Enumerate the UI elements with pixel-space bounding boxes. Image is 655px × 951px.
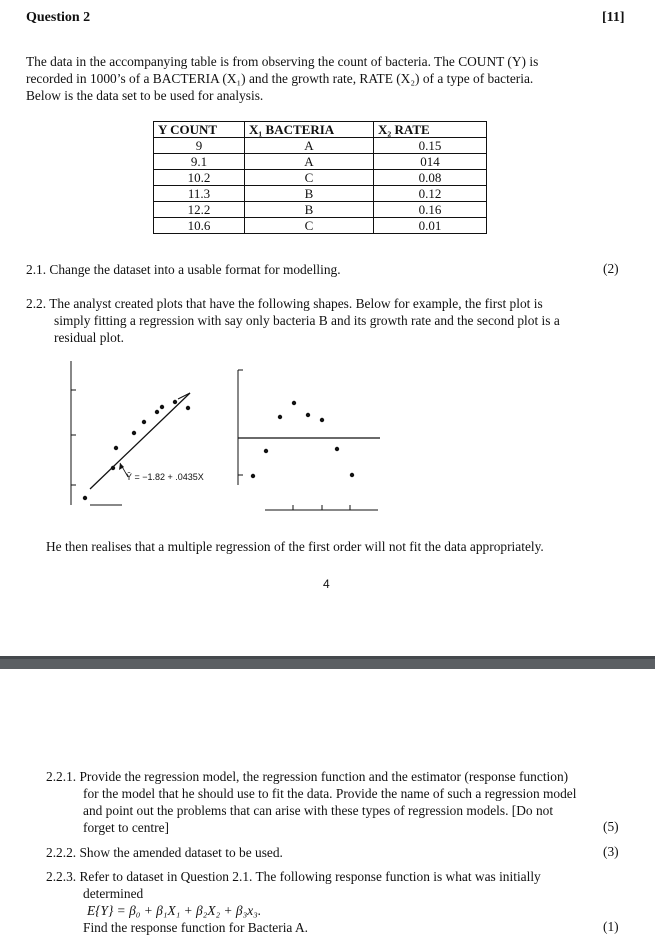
table-cell: B xyxy=(245,202,374,218)
question-2-2 xyxy=(26,295,626,346)
table-cell: A xyxy=(245,138,374,154)
table-cell: 11.3 xyxy=(154,186,245,202)
table-cell: 9 xyxy=(154,138,245,154)
residual-point xyxy=(278,415,282,419)
residual-point xyxy=(320,418,324,422)
question-2-2-line-3: residual plot. xyxy=(54,330,124,345)
page-number: 4 xyxy=(323,577,330,591)
residual-point xyxy=(350,473,354,477)
residual-point xyxy=(306,413,310,417)
header-y-count: Y COUNT xyxy=(154,122,245,138)
question-2-1-marks: (2) xyxy=(603,261,619,276)
residual-point xyxy=(292,401,296,405)
intro-line-1: The data in the accompanying table is from observing the count of bacteria. The COUNT (Y) is xyxy=(26,54,539,69)
question-2-2-1 xyxy=(46,768,636,836)
residual-point xyxy=(264,449,268,453)
table-cell: 10.6 xyxy=(154,218,245,234)
data-point xyxy=(114,446,118,450)
table-row xyxy=(154,170,487,186)
question-2-2-1-line-4: forget to centre] xyxy=(83,820,170,835)
data-table xyxy=(153,121,487,234)
data-point xyxy=(155,410,159,414)
table-cell: 12.2 xyxy=(154,202,245,218)
question-2-2-1-marks: (5) xyxy=(603,819,619,834)
question-2-2-1-line-1: 2.2.1. Provide the regression model, the regression function and the estimator (response function) xyxy=(46,769,569,784)
response-function-equation: E{Y} = β₀ + β₁X₁ + β₂X₂ + β₃x₃. xyxy=(87,903,262,918)
table-cell: C xyxy=(245,218,374,234)
data-point xyxy=(83,496,87,500)
regression-equation: Ŷ = −1.82 + .0435X xyxy=(126,472,204,482)
header-x1-bacteria: X₁ BACTERIA xyxy=(245,122,374,138)
data-point xyxy=(132,431,136,435)
data-point xyxy=(111,466,115,470)
question-2-2-2: 2.2.2. Show the amended dataset to be used. xyxy=(46,845,283,860)
table-row xyxy=(154,154,487,170)
table-cell: 10.2 xyxy=(154,170,245,186)
question-2-1: 2.1. Change the dataset into a usable format for modelling. xyxy=(26,262,341,277)
question-2-2-3-line-3: Find the response function for Bacteria A. xyxy=(83,920,308,935)
table-cell: 014 xyxy=(374,154,487,170)
realises-text: He then realises that a multiple regression of the first order will not fit the data appropriately. xyxy=(46,539,544,554)
table-cell: 0.08 xyxy=(374,170,487,186)
table-cell: 0.12 xyxy=(374,186,487,202)
question-2-2-line-2: simply fitting a regression with say only bacteria B and its growth rate and the second plot is a xyxy=(54,313,560,328)
table-cell: B xyxy=(245,186,374,202)
question-marks: [11] xyxy=(602,10,625,25)
data-point xyxy=(142,420,146,424)
question-2-2-3-line-2: determined xyxy=(83,886,144,901)
header-x2-rate: X₂ RATE xyxy=(374,122,487,138)
table-row xyxy=(154,186,487,202)
intro-paragraph xyxy=(26,53,626,104)
intro-line-2: recorded in 1000’s of a BACTERIA (X₁) and the growth rate, RATE (X₂) of a type of bacteria. xyxy=(26,71,534,86)
question-title: Question 2 xyxy=(26,10,91,25)
question-2-2-3 xyxy=(46,868,606,936)
table-cell: 0.15 xyxy=(374,138,487,154)
data-point xyxy=(173,400,177,404)
table-cell: 0.16 xyxy=(374,202,487,218)
table-cell: 0.01 xyxy=(374,218,487,234)
question-2-2-2-marks: (3) xyxy=(603,844,619,859)
table-row xyxy=(154,138,487,154)
residual-point xyxy=(251,474,255,478)
regression-plots xyxy=(60,355,390,520)
question-2-2-line-1: 2.2. The analyst created plots that have the following shapes. Below for example, the first plot is xyxy=(26,296,543,311)
data-point xyxy=(160,405,164,409)
question-2-2-3-line-1: 2.2.3. Refer to dataset in Question 2.1. The following response function is what was initially xyxy=(46,869,541,884)
residual-plot xyxy=(238,370,380,510)
table-cell: A xyxy=(245,154,374,170)
question-2-2-1-line-2: for the model that he should use to fit the data. Provide the name of such a regression model xyxy=(83,786,577,801)
residual-point xyxy=(335,447,339,451)
question-2-2-3-marks: (1) xyxy=(603,919,619,934)
intro-line-3: Below is the data set to be used for analysis. xyxy=(26,88,264,103)
table-row xyxy=(154,218,487,234)
table-header-row xyxy=(154,122,487,138)
table-cell: 9.1 xyxy=(154,154,245,170)
page-separator-edge xyxy=(0,656,655,659)
table-cell: C xyxy=(245,170,374,186)
regression-scatter-plot xyxy=(71,361,204,505)
table-row xyxy=(154,202,487,218)
data-point xyxy=(186,406,190,410)
question-2-2-1-line-3: and point out the problems that can arise with these types of regression models. [Do not xyxy=(83,803,554,818)
